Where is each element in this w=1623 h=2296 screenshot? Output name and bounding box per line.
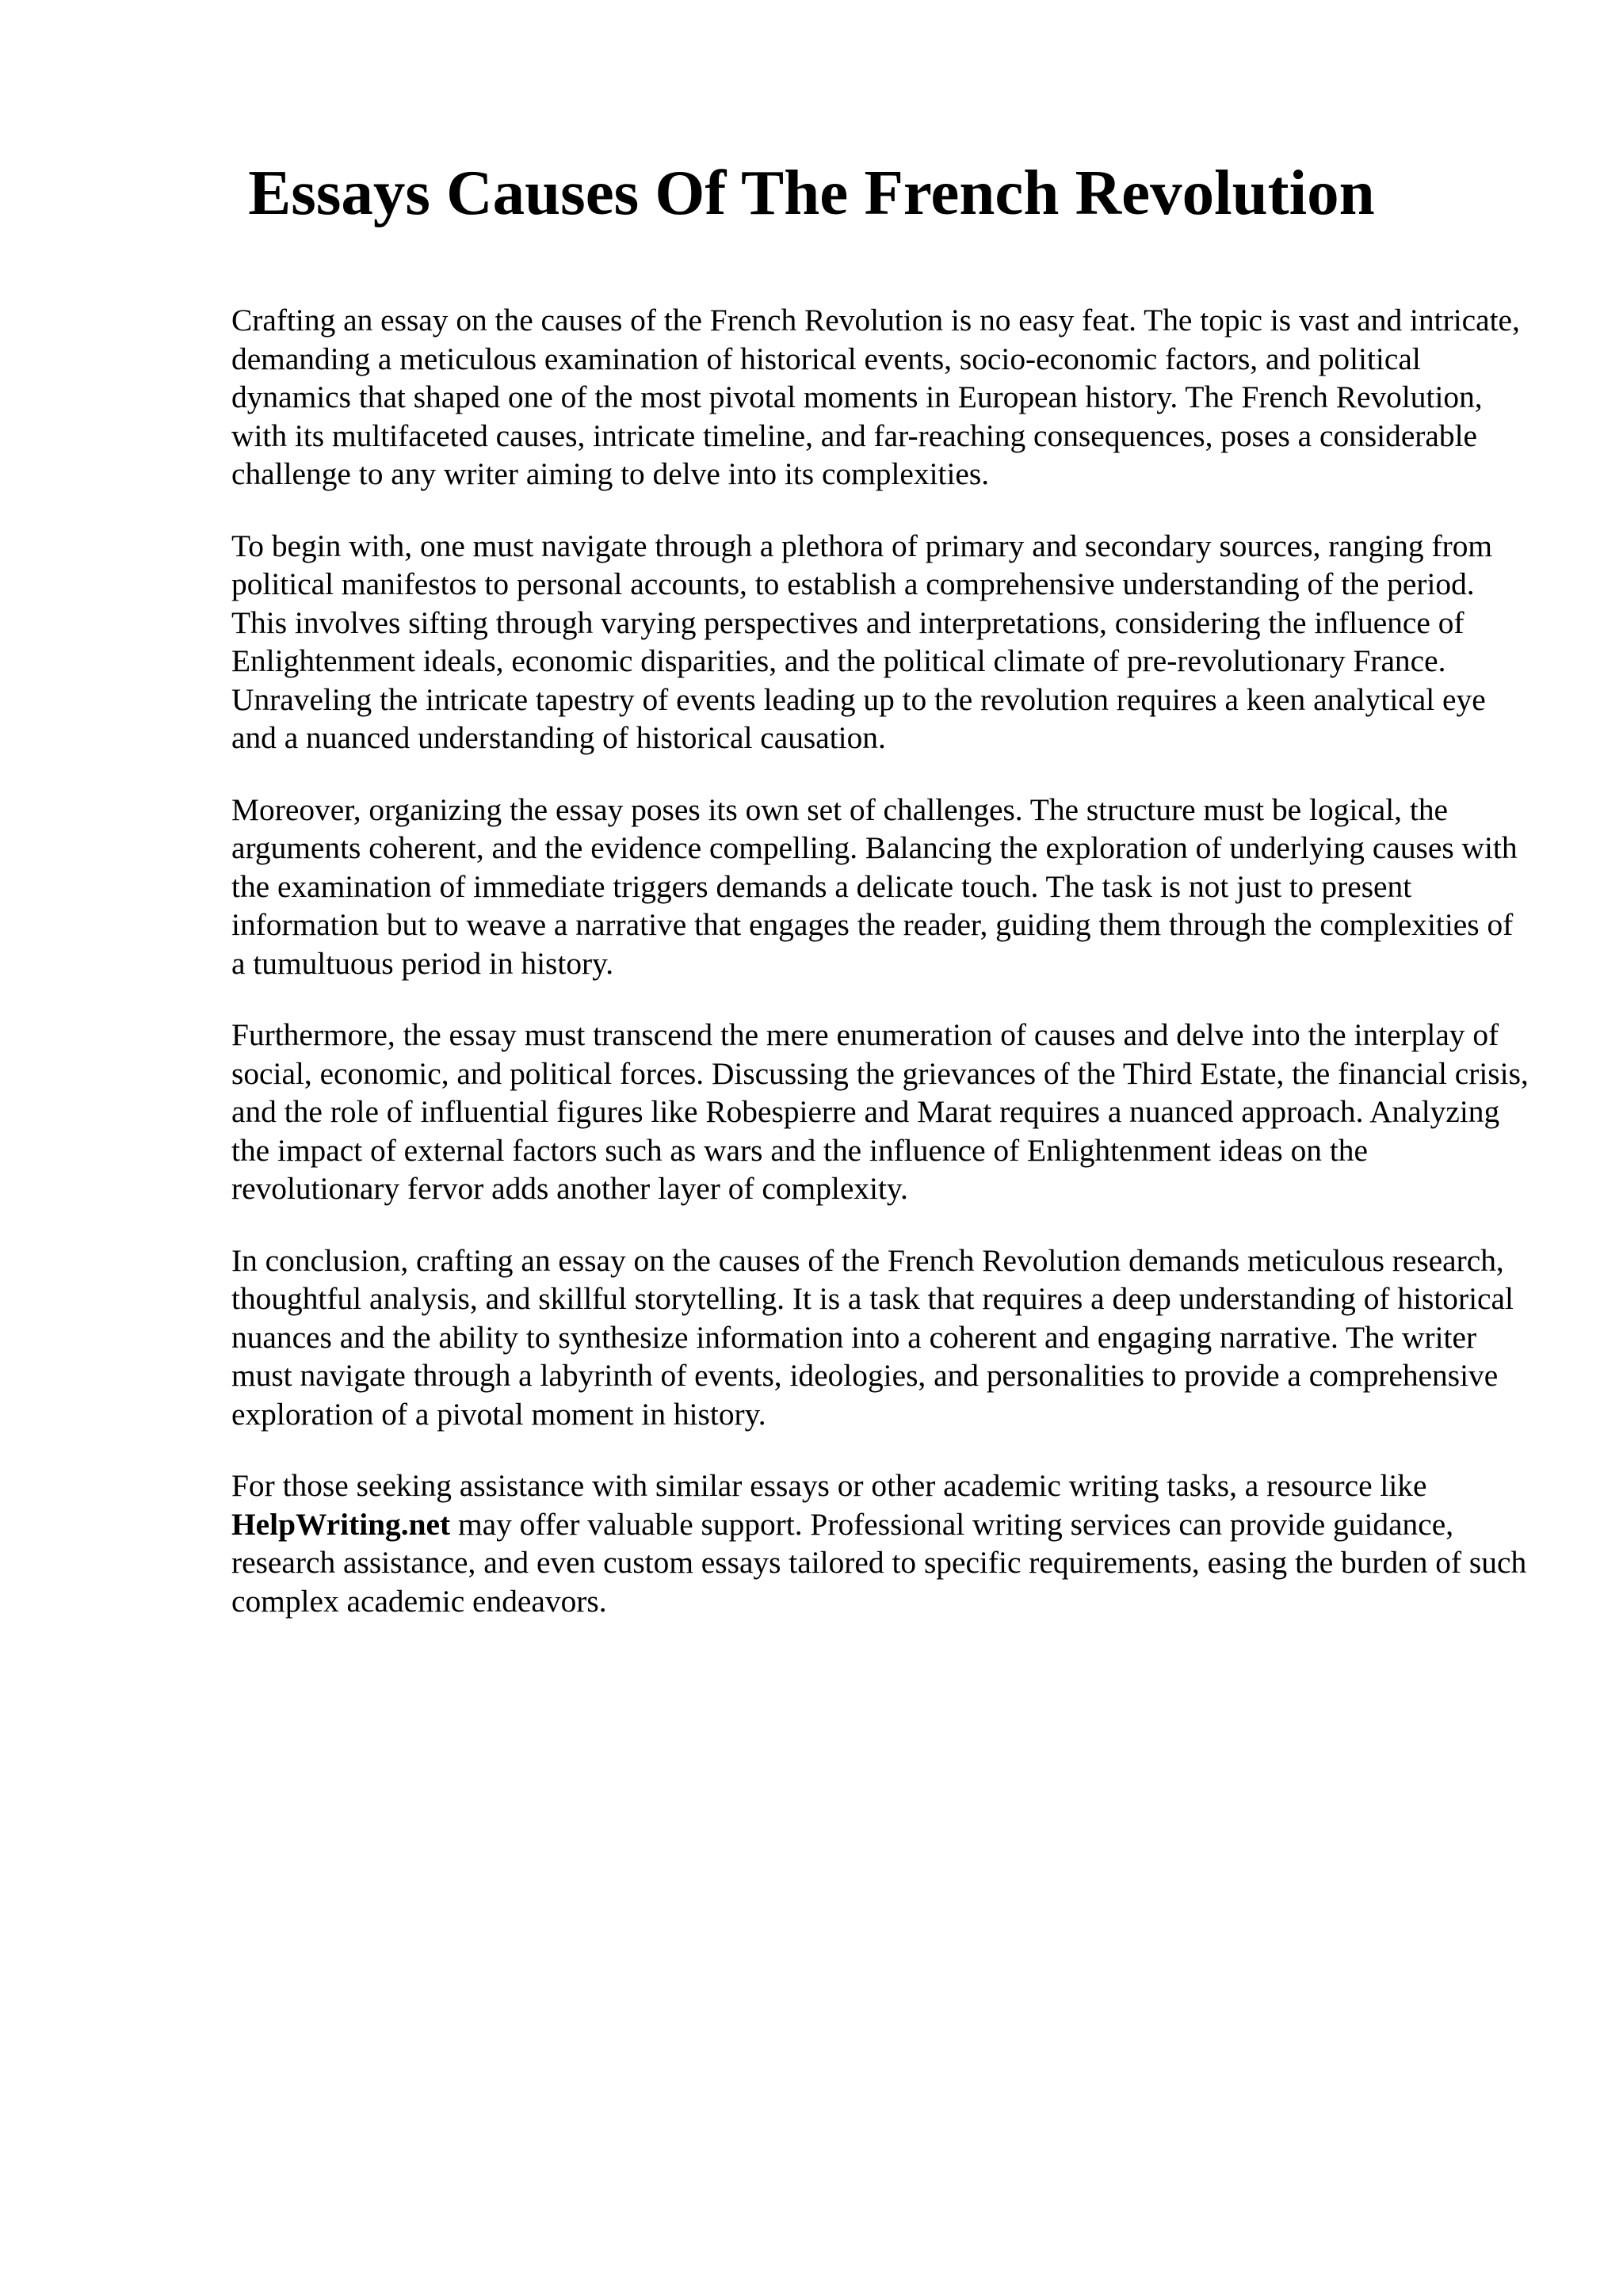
brand-name: HelpWriting.net (231, 1506, 451, 1542)
paragraph-sources: To begin with, one must navigate through a plethora of primary and secondary sources, ranging from political manifestos to personal accounts, to establish a comprehensive understanding of the period. This involves sifting through varying perspectives and interpretations, considering the influence of Enlightenment ideals, economic disparities, and the political climate of pre-revolutionary France. Unraveling the intricate tapestry of events leading up to the revolution requires a keen analytical eye and a nuanced understanding of historical causation. (231, 528, 1493, 755)
assistance-text-after: may offer valuable support. Professional writing services can provide guidance, research assistance, and even custom essays tailored to specific requirements, easing the burden of such complex academic endeavors. (231, 1506, 1527, 1619)
paragraph-organizing: Moreover, organizing the essay poses its own set of challenges. The structure must be logical, the arguments coherent, and the evidence compelling. Balancing the exploration of underlying causes with the examination of immediate triggers demands a delicate touch. The task is not just to present information but to weave a narrative that engages the reader, guiding them through the complexities of a tumultuous period in history. (231, 791, 1518, 981)
assistance-text-before: For those seeking assistance with similar essays or other academic writing tasks, a resource like (231, 1468, 1427, 1503)
paragraph-assistance (231, 1466, 1531, 1620)
paragraph-intro: Crafting an essay on the causes of the French Revolution is no easy feat. The topic is vast and intricate, demanding a meticulous examination of historical events, socio-economic factors, and political dynamics that shaped one of the most pivotal moments in European history. The French Revolution, with its multifaceted causes, intricate timeline, and far-reaching consequences, poses a considerable challenge to any writer aiming to delve into its complexities. (231, 303, 1520, 491)
essay-body (231, 301, 1531, 1653)
paragraph-conclusion: In conclusion, crafting an essay on the causes of the French Revolution demands meticulous research, thoughtful analysis, and skillful storytelling. It is a task that requires a deep understanding of historical nuances and the ability to synthesize information into a coherent and engaging narrative. The writer must navigate through a labyrinth of events, ideologies, and personalities to provide a comprehensive exploration of a pivotal moment in history. (231, 1242, 1514, 1432)
page-title: Essays Causes Of The French Revolution (248, 157, 1375, 228)
paragraph-forces: Furthermore, the essay must transcend the mere enumeration of causes and delve into the interplay of social, economic, and political forces. Discussing the grievances of the Third Estate, the financial crisis, and the role of influential figures like Robespierre and Marat requires a nuanced approach. Analyzing the impact of external factors such as wars and the influence of Enlightenment ideas on the revolutionary fervor adds another layer of complexity. (231, 1017, 1529, 1206)
